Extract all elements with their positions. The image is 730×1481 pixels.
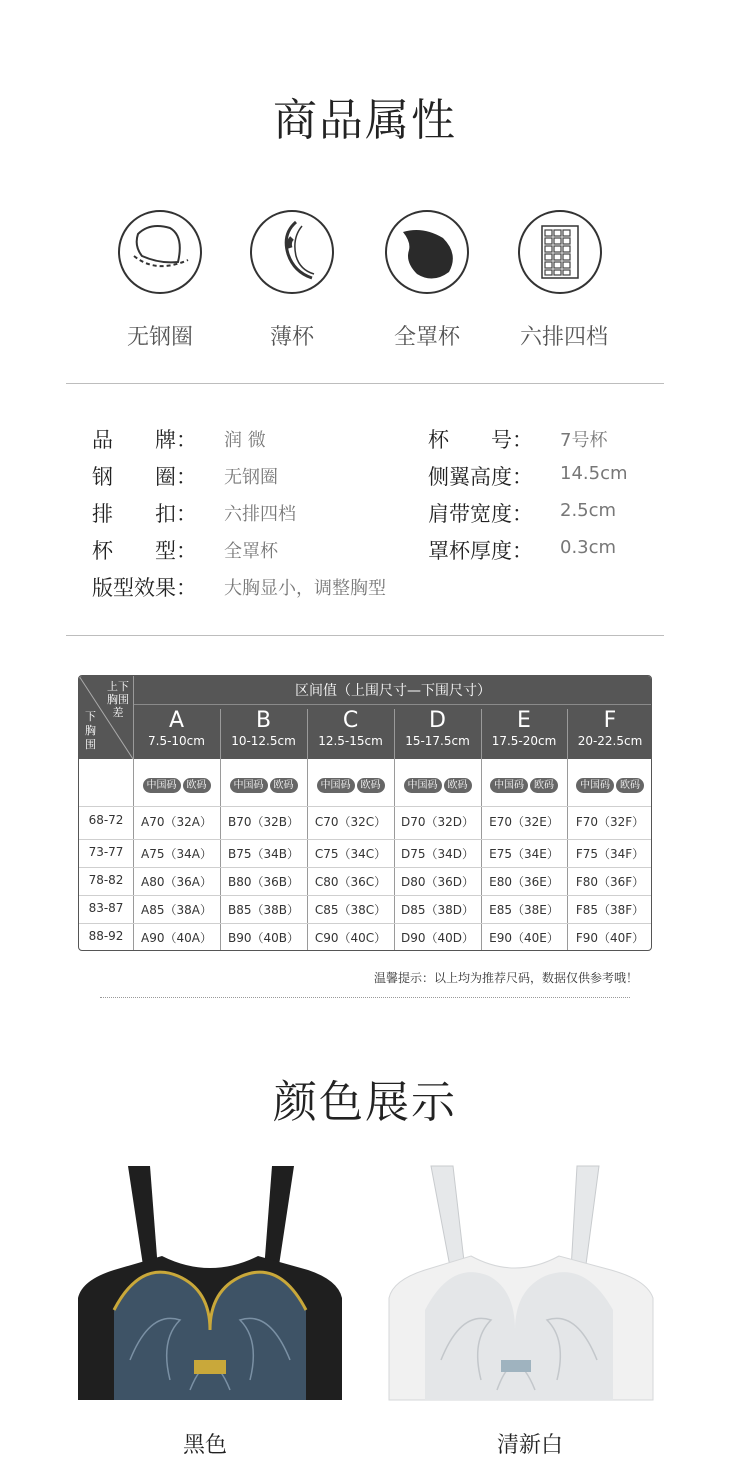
size-cell: F75（34F）	[575, 847, 645, 861]
code-pills: 中国码 欧码	[567, 777, 652, 793]
band-cell: 83-87	[88, 901, 124, 915]
code-pills: 中国码 欧码	[133, 777, 220, 793]
size-cell: F80（36F）	[575, 875, 645, 889]
row-line	[79, 867, 652, 868]
size-cell: A80（36A）	[141, 875, 212, 889]
size-table	[78, 675, 652, 951]
color-name-black: 黑色	[182, 1433, 227, 1458]
code-pills: 中国码 欧码	[394, 777, 481, 793]
code-pills: 中国码 欧码	[307, 777, 394, 793]
row-line	[79, 895, 652, 896]
cup-header-e: E 17.5-20cm	[491, 708, 557, 748]
product-image-white	[385, 1160, 665, 1410]
attr-value-cup-thickness: 0.3cm	[560, 537, 617, 558]
attr-key-cup-size: 杯 号：	[428, 428, 533, 452]
attr-key-cup-type: 杯 型：	[92, 539, 197, 563]
color-name-white: 清新白	[496, 1433, 563, 1458]
size-cell: E90（40E）	[489, 931, 559, 945]
band-cell: 78-82	[88, 873, 124, 887]
feature-label-six-row: 六排四档	[519, 325, 608, 350]
cup-header-b: B 10-12.5cm	[231, 708, 296, 748]
size-cell: B90（40B）	[227, 931, 299, 945]
size-cell: F70（32F）	[575, 815, 645, 829]
code-pills: 中国码 欧码	[481, 777, 567, 793]
attr-key-brand: 品 牌：	[92, 428, 197, 452]
size-cell: D85（38D）	[400, 903, 475, 917]
divider	[66, 383, 664, 384]
size-cell: B80（36B）	[227, 875, 299, 889]
attr-value-cup-size: 7号杯	[560, 430, 608, 451]
no-wire-icon	[118, 210, 202, 294]
divider	[66, 635, 664, 636]
size-cell: C70（32C）	[314, 815, 387, 829]
product-image-black	[70, 1160, 350, 1410]
size-cell: D90（40D）	[400, 931, 475, 945]
attr-key-wire: 钢 圈：	[92, 465, 197, 489]
attr-value-side-height: 14.5cm	[560, 463, 628, 484]
size-cell: E75（34E）	[489, 847, 559, 861]
six-row-hook-icon	[518, 210, 602, 294]
size-cell: F90（40F）	[575, 931, 645, 945]
size-cell: C75（34C）	[314, 847, 387, 861]
size-cell: C80（36C）	[314, 875, 387, 889]
size-cell: E70（32E）	[489, 815, 559, 829]
size-cell: C90（40C）	[314, 931, 387, 945]
feature-label-thin-cup: 薄杯	[269, 325, 314, 350]
row-line	[79, 839, 652, 840]
attr-key-cup-thickness: 罩杯厚度：	[428, 539, 533, 563]
cup-header-d: D 15-17.5cm	[405, 708, 470, 748]
size-cell: D80（36D）	[400, 875, 475, 889]
section-title-colors: 颜色展示	[273, 1077, 457, 1128]
size-cell: B75（34B）	[227, 847, 299, 861]
attr-key-hooks: 排 扣：	[92, 502, 197, 526]
band-cell: 73-77	[88, 845, 124, 859]
header-divider	[133, 704, 652, 705]
size-cell: A90（40A）	[141, 931, 212, 945]
cup-header-f: F 20-22.5cm	[577, 708, 643, 748]
size-cell: A70（32A）	[141, 815, 212, 829]
feature-label-full-cup: 全罩杯	[393, 325, 460, 350]
size-cell: A75（34A）	[141, 847, 212, 861]
corner-label-cup-diff: 上下胸围差	[107, 680, 129, 719]
size-cell: C85（38C）	[314, 903, 387, 917]
full-cup-icon	[385, 210, 469, 294]
section-title-attributes: 商品属性	[273, 95, 457, 146]
attr-key-strap-width: 肩带宽度：	[428, 502, 533, 526]
attr-value-effect: 大胸显小，调整胸型	[224, 578, 386, 599]
cup-header-a: A 7.5-10cm	[148, 708, 205, 748]
band-cell: 68-72	[88, 813, 124, 827]
cup-header-c: C 12.5-15cm	[318, 708, 383, 748]
code-pills: 中国码 欧码	[220, 777, 307, 793]
attr-value-wire: 无钢圈	[224, 467, 278, 488]
attr-value-hooks: 六排四档	[224, 504, 296, 525]
attr-value-brand: 润 微	[224, 430, 266, 451]
corner-label-band: 下胸围	[85, 710, 96, 751]
row-line	[79, 923, 652, 924]
size-cell: B70（32B）	[227, 815, 299, 829]
size-cell: D70（32D）	[400, 815, 475, 829]
attr-value-cup-type: 全罩杯	[224, 541, 278, 562]
attr-key-effect: 版型效果：	[92, 576, 197, 600]
dotted-divider	[100, 997, 630, 998]
size-cell: E80（36E）	[489, 875, 559, 889]
size-tip: 温馨提示：以上均为推荐尺码，数据仅供参考哦！	[373, 971, 638, 985]
size-cell: D75（34D）	[400, 847, 475, 861]
size-cell: B85（38B）	[227, 903, 299, 917]
interval-title: 区间值（上围尺寸—下围尺寸）	[295, 683, 491, 699]
feature-label-no-wire: 无钢圈	[126, 325, 193, 350]
row-line	[79, 806, 652, 807]
size-cell: F85（38F）	[575, 903, 645, 917]
attr-key-side-height: 侧翼高度：	[428, 465, 533, 489]
thin-cup-icon	[250, 210, 334, 294]
size-cell: E85（38E）	[489, 903, 559, 917]
size-cell: A85（38A）	[141, 903, 212, 917]
band-cell: 88-92	[88, 929, 124, 943]
attr-value-strap-width: 2.5cm	[560, 500, 617, 521]
